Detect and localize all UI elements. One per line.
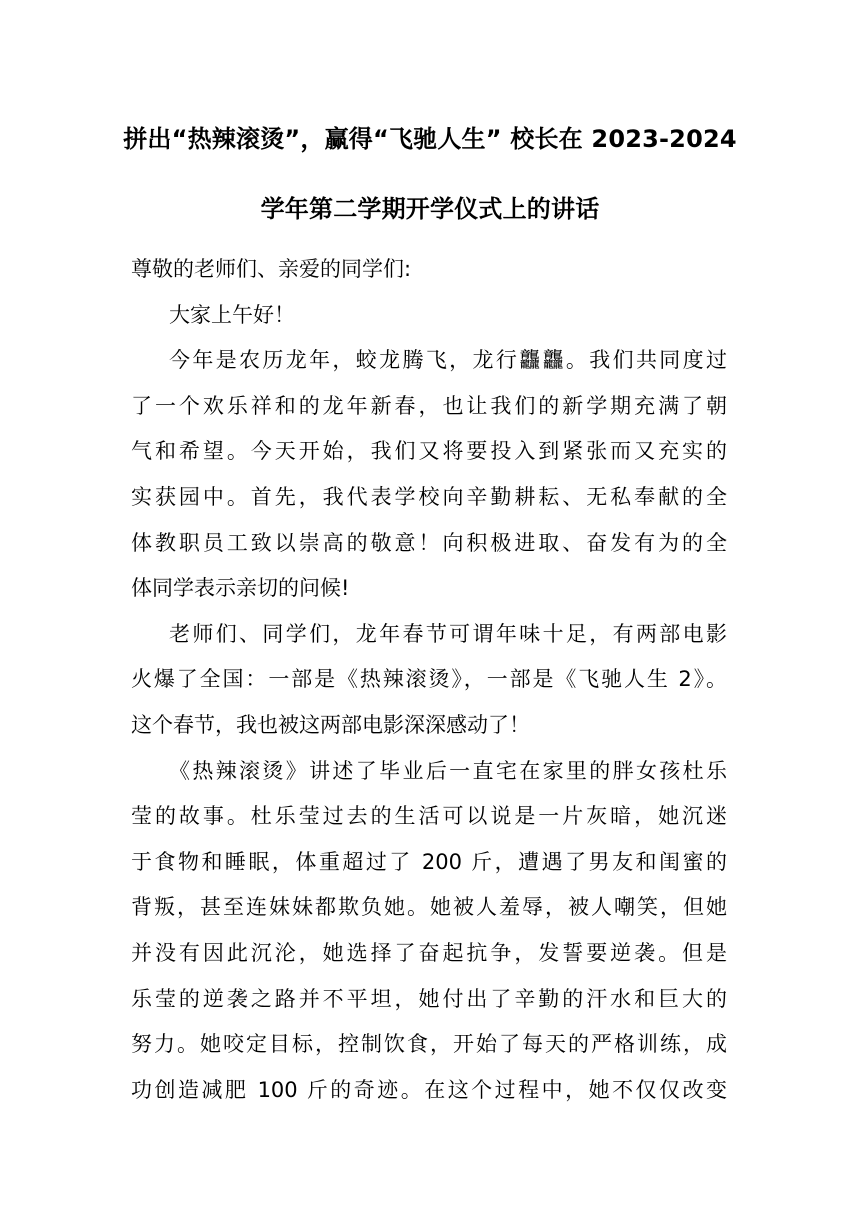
paragraph-3-line: 于食物和睡眠，体重超过了 200 斤，遭遇了男友和闺蜜的 (131, 849, 727, 874)
paragraph-3-line: 功创造减肥 100 斤的奇迹。在这个过程中，她不仅仅改变 (131, 1077, 727, 1102)
document-body (131, 247, 727, 1113)
paragraph-2-line: 这个春节，我也被这两部电影深深感动了！ (131, 712, 530, 737)
paragraph-1-line: 体同学表示亲切的问候! (131, 576, 350, 601)
paragraph-2-line: 火爆了全国：一部是《热辣滚烫》，一部是《飞驰人生 2》。 (131, 667, 727, 692)
paragraph-3-line: 乐莹的逆袭之路并不平坦，她付出了辛勤的汗水和巨大的 (131, 986, 727, 1011)
salutation: 尊敬的老师们、亲爱的同学们: (131, 257, 412, 281)
paragraph-2-line: 老师们、同学们，龙年春节可谓年味十足，有两部电影 (169, 621, 727, 646)
paragraph-1-line: 了一个欢乐祥和的龙年新春，也让我们的新学期充满了朝 (131, 393, 727, 418)
paragraph-1-line: 体教职员工致以崇高的敬意！向积极进取、奋发有为的全 (131, 530, 727, 555)
paragraph-1-line: 今年是农历龙年，蛟龙腾飞，龙行龘龘。我们共同度过 (169, 348, 727, 373)
paragraph-3-line: 努力。她咬定目标，控制饮食，开始了每天的严格训练，成 (131, 1032, 727, 1057)
paragraph-1-line: 气和希望。今天开始，我们又将要投入到紧张而又充实的 (131, 439, 727, 464)
paragraph-3-line: 背叛，甚至连妹妹都欺负她。她被人羞辱，被人嘲笑，但她 (131, 895, 727, 920)
document-title-line-2: 学年第二学期开学仪式上的讲话 (260, 195, 600, 223)
paragraph-3-line: 并没有因此沉沦，她选择了奋起抗争，发誓要逆袭。但是 (131, 940, 727, 965)
greeting: 大家上午好！ (169, 302, 295, 327)
document-title-line-1: 拼出“热辣滚烫”，赢得“飞驰人生” 校长在 2023-2024 (123, 125, 737, 153)
paragraph-3-line: 《热辣滚烫》讲述了毕业后一直宅在家里的胖女孩杜乐 (169, 758, 727, 783)
paragraph-1-line: 实获园中。首先，我代表学校向辛勤耕耘、无私奉献的全 (131, 484, 727, 509)
paragraph-3-line: 莹的故事。杜乐莹过去的生活可以说是一片灰暗，她沉迷 (131, 804, 727, 829)
